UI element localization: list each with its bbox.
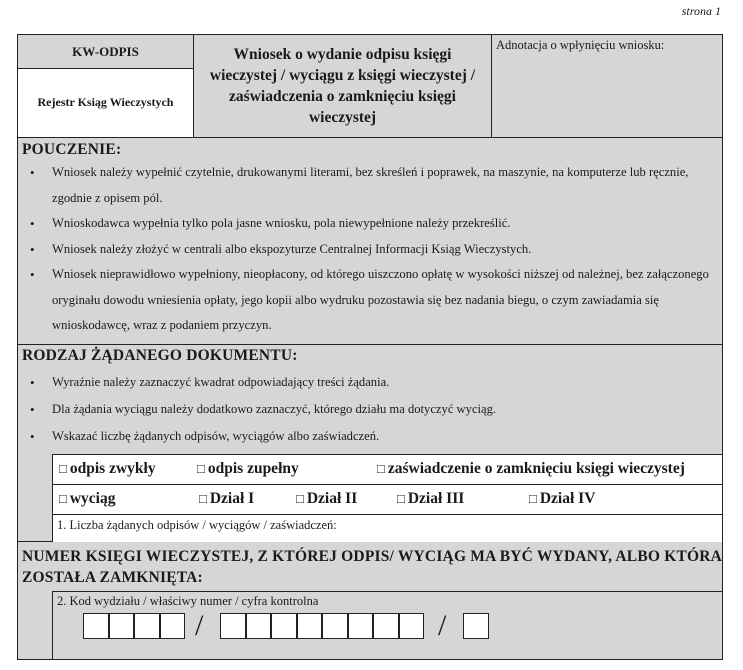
kw-number-field (52, 591, 722, 659)
form-title: Wniosek o wydanie odpisu księgi wieczystej / wyciągu z księgi wieczystej / zaświadczenia o zamknięciu księgi wieczystej (194, 35, 492, 137)
checkbox-icon[interactable]: □ (59, 491, 67, 506)
instructions-title: POUCZENIE: (22, 141, 122, 158)
request-form (17, 34, 723, 660)
document-type-item: • Wskazać liczbę żądanych odpisów, wyciągów albo zaświadczeń. (18, 423, 722, 450)
book-number-cell[interactable] (271, 613, 297, 639)
book-number-cell[interactable] (297, 613, 323, 639)
form-header (18, 35, 722, 138)
instruction-item: • Wniosek należy złożyć w centrali albo ekspozyturze Centralnej Informacji Ksiąg Wieczystych. (18, 237, 722, 263)
document-choices (52, 454, 722, 514)
book-number-cell[interactable] (348, 613, 374, 639)
instruction-item: • Wniosek nieprawidłowo wypełniony, nieopłacony, od którego uiszczono opłatę w wysokości niższej od należnej, bez załączonego oryginału dowodu wniesienia opłaty, jego kopii albo wydruku pozostawia się bez nadania biegu, o czym zawiadamia się wnioskodawcę, wraz z podaniem przyczyn. (18, 262, 722, 339)
instructions-section (18, 138, 722, 345)
checkbox-dzial-4[interactable] (529, 490, 595, 508)
kw-number-label: 2. Kod wydziału / właściwy numer / cyfra kontrolna (57, 594, 319, 608)
instructions-list (18, 160, 722, 339)
document-type-title: RODZAJ ŻĄDANEGO DOKUMENTU: (22, 347, 298, 364)
checkbox-odpis-zwykly[interactable] (59, 460, 156, 478)
checkbox-label: wyciąg (69, 490, 116, 507)
receipt-annotation-field: Adnotacja o wpłynięciu wniosku: (492, 35, 722, 137)
checkbox-icon[interactable]: □ (377, 461, 385, 476)
choice-row-type (53, 455, 722, 485)
separator-slash: / (438, 609, 447, 642)
document-type-section (18, 345, 722, 542)
check-digit-cell[interactable] (463, 613, 489, 639)
court-code-cell[interactable] (134, 613, 160, 639)
book-number-cell[interactable] (246, 613, 272, 639)
court-code-cell[interactable] (109, 613, 135, 639)
checkbox-label: Dział III (407, 490, 465, 507)
checkbox-label: Dział II (306, 490, 358, 507)
book-number-cell[interactable] (220, 613, 246, 639)
book-number-cell[interactable] (373, 613, 399, 639)
checkbox-icon[interactable]: □ (529, 491, 537, 506)
registry-name: Rejestr Ksiąg Wieczystych (18, 69, 193, 136)
checkbox-dzial-1[interactable] (199, 490, 254, 508)
document-type-list (18, 369, 722, 450)
instruction-item: • Wniosek należy wypełnić czytelnie, drukowanymi literami, bez skreśleń i poprawek, na maszynie, na komputerze lub ręcznie, zgodnie z opisem pól. (18, 160, 722, 211)
checkbox-odpis-zupelny[interactable] (197, 460, 299, 478)
court-code-cell[interactable] (160, 613, 186, 639)
checkbox-wyciag[interactable] (59, 490, 116, 508)
book-number-cell[interactable] (399, 613, 425, 639)
checkbox-icon[interactable]: □ (296, 491, 304, 506)
checkbox-icon[interactable]: □ (199, 491, 207, 506)
checkbox-label: odpis zupełny (207, 460, 299, 477)
checkbox-label: zaświadczenie o zamknięciu księgi wieczystej (387, 460, 685, 477)
checkbox-label: Dział I (209, 490, 255, 507)
checkbox-dzial-2[interactable] (296, 490, 357, 508)
document-type-item: • Wyraźnie należy zaznaczyć kwadrat odpowiadający treści żądania. (18, 369, 722, 396)
separator-slash: / (195, 609, 204, 642)
kw-number-section (18, 542, 722, 659)
page-number: strona 1 (681, 4, 721, 18)
checkbox-dzial-3[interactable] (397, 490, 464, 508)
book-number-cell[interactable] (322, 613, 348, 639)
document-count-field[interactable]: 1. Liczba żądanych odpisów / wyciągów / zaświadczeń: (52, 514, 722, 542)
checkbox-icon[interactable]: □ (59, 461, 67, 476)
form-code-block (18, 35, 194, 137)
checkbox-label: odpis zwykły (69, 460, 156, 477)
checkbox-zaswiadczenie[interactable] (377, 460, 685, 478)
checkbox-label: Dział IV (539, 490, 596, 507)
choice-row-section (53, 485, 722, 515)
kw-number-title: NUMER KSIĘGI WIECZYSTEJ, Z KTÓREJ ODPIS/ WYCIĄG MA BYĆ WYDANY, ALBO KTÓRA ZOSTAŁA ZAMKNIĘTA: (22, 548, 722, 586)
instruction-item: • Wnioskodawca wypełnia tylko pola jasne wniosku, pola niewypełnione należy przekreślić. (18, 211, 722, 237)
checkbox-icon[interactable]: □ (397, 491, 405, 506)
court-code-cell[interactable] (83, 613, 109, 639)
checkbox-icon[interactable]: □ (197, 461, 205, 476)
document-type-item: • Dla żądania wyciągu należy dodatkowo zaznaczyć, którego działu ma dotyczyć wyciąg. (18, 396, 722, 423)
form-code: KW-ODPIS (18, 35, 193, 69)
